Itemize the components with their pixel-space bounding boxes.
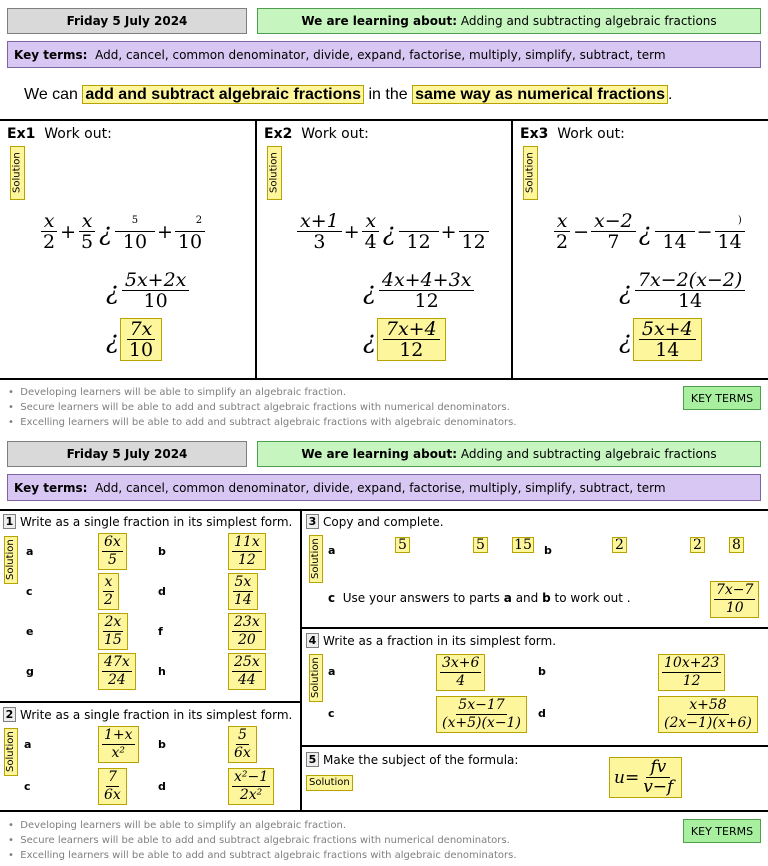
highlight-same-way: same way as numerical fractions [412, 85, 668, 104]
q1-part-label: h [158, 665, 166, 678]
example-1-title: Ex1 Work out: [7, 126, 112, 142]
solution-button-q2[interactable]: Solution [4, 728, 18, 776]
example-3-title: Ex3 Work out: [520, 126, 625, 142]
criterion-excelling: • Excelling learners will be able to add and subtract algebraic fractions with algebraic denominators. [8, 417, 517, 428]
divider [0, 810, 768, 812]
answer-box: 5 [395, 537, 410, 553]
q1-part-label: a [26, 545, 34, 558]
example-2-line-2: ¿ 4x+4+3x 12 [362, 270, 476, 311]
example-2-answer: 7x+4 12 [377, 318, 446, 361]
solution-button-ex2[interactable]: Solution [267, 146, 282, 200]
example-1-answer: 7x 10 [120, 318, 162, 361]
solution-button-ex3[interactable]: Solution [523, 146, 538, 200]
q3-part-a-label: a [328, 544, 336, 557]
question-2-title: 2 Write as a single fraction in its simplest form. [3, 707, 292, 722]
q3-part-c: c Use your answers to parts a and b to work out . [328, 591, 631, 605]
question-glyph: ¿ [619, 276, 632, 305]
q1-part-label: c [26, 585, 33, 598]
q3-c-answer: $\frac{7x-7}{10}$ [710, 581, 759, 618]
q4-part-label: c [328, 707, 335, 720]
solution-button-q1[interactable]: Solution [4, 536, 18, 584]
divider [255, 119, 257, 379]
q2-answer: $\frac{\text{x²−1}}{\text{2x²}}$ [228, 768, 274, 805]
question-3-title: 3 Copy and complete. [306, 514, 444, 529]
key-terms-banner: Key terms: Add, cancel, common denominator, divide, expand, factorise, multiply, simplify, subtract, term [7, 41, 761, 68]
divider [0, 378, 768, 380]
q4-part-label: d [538, 707, 546, 720]
q1-answer: $\frac{x}{2}$ [98, 573, 119, 610]
q3-part-b-label: b [544, 544, 552, 557]
q4-answer: $\frac{5x-17}{(x+5)(x-1)}$ [436, 696, 527, 733]
q2-part-label: b [158, 738, 166, 751]
divider [301, 745, 768, 747]
criterion-developing-2: • Developing learners will be able to simplify an algebraic fraction. [8, 820, 346, 831]
divider [0, 701, 301, 703]
q1-answer: $\frac{11x}{12}$ [228, 533, 266, 570]
q4-part-label: b [538, 665, 546, 678]
q1-answer: $\frac{25x}{44}$ [228, 653, 266, 690]
date-header-2: Friday 5 July 2024 [7, 441, 247, 467]
solution-button-q5[interactable]: Solution [306, 775, 353, 791]
q1-answer: $\frac{2x}{15}$ [98, 613, 128, 650]
divider [511, 119, 513, 379]
q1-answer: $\frac{47x}{24}$ [98, 653, 136, 690]
solution-button-ex1[interactable]: Solution [10, 146, 25, 200]
divider [301, 627, 768, 629]
q1-answer: $\frac{6x}{5}$ [98, 533, 127, 570]
q1-answer: $\frac{23x}{20}$ [228, 613, 266, 650]
question-5-title: 5 Make the subject of the formula: [306, 752, 518, 767]
highlight-add-subtract: add and subtract algebraic fractions [82, 85, 364, 104]
example-3-line-1: x 2 − $\frac{x-2}{7}$ ¿ 14 − ) 14 [551, 211, 747, 252]
example-1-line-2: ¿ 5x+2x 10 [105, 270, 191, 311]
key-terms-button[interactable]: KEY TERMS [683, 386, 761, 410]
q5-formula: u= $\frac{fv}{v-f}$ [609, 757, 682, 798]
q1-part-label: e [26, 625, 34, 638]
criterion-excelling-2: • Excelling learners will be able to add and subtract algebraic fractions with algebraic denominators. [8, 850, 517, 861]
q1-answer: $\frac{5x}{14}$ [228, 573, 258, 610]
date-header: Friday 5 July 2024 [7, 8, 247, 34]
divider [0, 119, 768, 121]
example-1-line-3 [105, 318, 162, 361]
q4-answer: $\frac{3x+6}{4}$ [436, 654, 485, 691]
question-glyph: ¿ [363, 276, 376, 305]
q4-answer: $\frac{10x+23}{12}$ [658, 654, 725, 691]
example-2-title: Ex2 Work out: [264, 126, 369, 142]
answer-box: 15 [512, 537, 534, 553]
q4-answer: $\frac{x+58}{(2x-1)(x+6)}$ [658, 696, 758, 733]
example-2-line-1: x+1 3 + $\frac{x}{4}$ ¿ 12 + 12 [295, 211, 491, 252]
question-4-title: 4 Write as a fraction in its simplest form. [306, 633, 556, 648]
q2-answer: $\frac{7}{6x}$ [98, 768, 127, 805]
answer-box: 8 [729, 537, 744, 553]
solution-button-q4[interactable]: Solution [309, 654, 323, 702]
criterion-secure-2: • Secure learners will be able to add and subtract algebraic fractions with numerical denominators. [8, 835, 510, 846]
example-3-answer: 5x+4 14 [633, 318, 702, 361]
q2-part-label: a [24, 738, 32, 751]
solution-button-q3[interactable]: Solution [309, 535, 323, 583]
divider [0, 509, 768, 511]
intro-sentence: We can add and subtract algebraic fractions in the same way as numerical fractions . [24, 86, 673, 103]
question-glyph: ¿ [106, 276, 119, 305]
question-glyph: ¿ [106, 325, 119, 354]
criterion-developing: • Developing learners will be able to simplify an algebraic fraction. [8, 387, 346, 398]
divider [300, 509, 302, 811]
criterion-secure: • Secure learners will be able to add and subtract algebraic fractions with numerical denominators. [8, 402, 510, 413]
question-glyph: ¿ [619, 325, 632, 354]
answer-box: 2 [690, 537, 705, 553]
example-3-line-2: ¿ 7x−2(x−2) 14 [618, 270, 747, 311]
example-3-line-3 [618, 318, 702, 361]
learning-objective-banner: We are learning about: Adding and subtracting algebraic fractions [257, 8, 761, 34]
key-terms-banner-2: Key terms: Add, cancel, common denominator, divide, expand, factorise, multiply, simplify, subtract, term [7, 474, 761, 501]
q1-part-label: f [158, 625, 163, 638]
q1-part-label: b [158, 545, 166, 558]
learning-objective-banner-2: We are learning about: Adding and subtracting algebraic fractions [257, 441, 761, 467]
q2-answer: $\frac{1+x}{\text{x²}}$ [98, 726, 139, 763]
q4-part-label: a [328, 665, 336, 678]
example-1-line-1: x 2 + $\frac{x}{5}$ ¿ 5 10 + 2 10 [38, 211, 207, 252]
question-1-title: 1 Write as a single fraction in its simplest form. [3, 514, 292, 529]
question-glyph: ¿ [363, 325, 376, 354]
key-terms-button-2[interactable]: KEY TERMS [683, 819, 761, 843]
example-2-line-3 [362, 318, 446, 361]
q1-part-label: g [26, 665, 34, 678]
q1-part-label: d [158, 585, 166, 598]
answer-box: 5 [473, 537, 488, 553]
q2-answer: $\frac{5}{6x}$ [228, 726, 257, 763]
answer-box: 2 [612, 537, 627, 553]
q2-part-label: c [24, 780, 31, 793]
q2-part-label: d [158, 780, 166, 793]
